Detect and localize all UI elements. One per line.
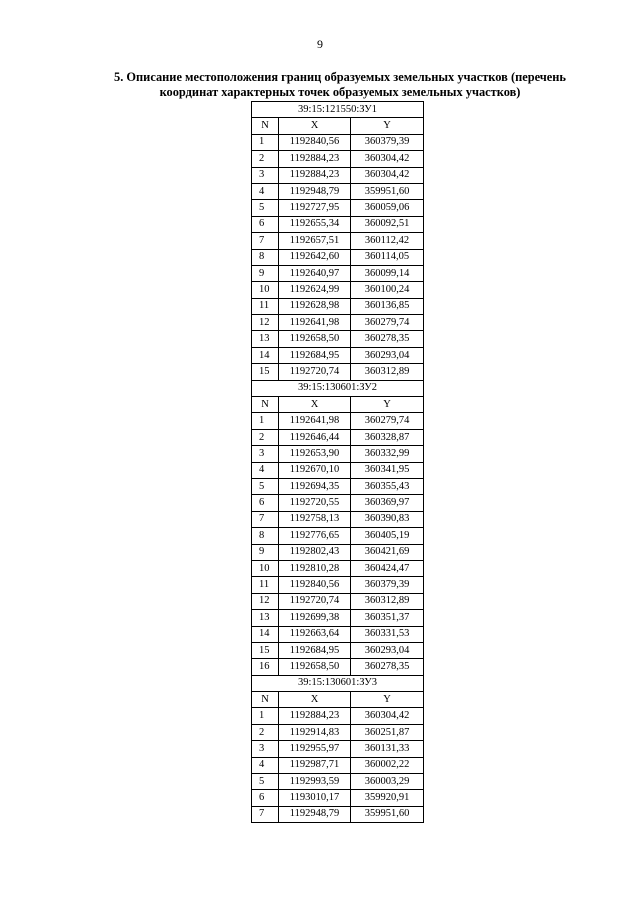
- point-x-coordinate: 1192758,13: [279, 511, 351, 527]
- table-row: [252, 167, 424, 183]
- point-x-coordinate: 1192884,23: [279, 167, 351, 183]
- point-y-coordinate: 360293,04: [351, 642, 424, 658]
- point-number: 1: [252, 708, 279, 724]
- column-header-y: Y: [351, 118, 424, 134]
- point-y-coordinate: 359920,91: [351, 790, 424, 806]
- point-x-coordinate: 1192655,34: [279, 216, 351, 232]
- table-row: [252, 724, 424, 740]
- point-number: 2: [252, 724, 279, 740]
- table-row: [252, 200, 424, 216]
- table-row: [252, 446, 424, 462]
- point-y-coordinate: 360390,83: [351, 511, 424, 527]
- column-header-x: X: [279, 692, 351, 708]
- point-x-coordinate: 1192640,97: [279, 265, 351, 281]
- table-row: [252, 642, 424, 658]
- point-x-coordinate: 1192653,90: [279, 446, 351, 462]
- point-x-coordinate: 1192948,79: [279, 183, 351, 199]
- point-x-coordinate: 1192646,44: [279, 429, 351, 445]
- point-number: 15: [252, 364, 279, 380]
- table-row: [252, 315, 424, 331]
- point-number: 4: [252, 462, 279, 478]
- table-row: [252, 347, 424, 363]
- table-row: [252, 282, 424, 298]
- point-y-coordinate: 360279,74: [351, 413, 424, 429]
- table-row: [252, 331, 424, 347]
- point-y-coordinate: 360312,89: [351, 593, 424, 609]
- point-y-coordinate: 360304,42: [351, 167, 424, 183]
- point-y-coordinate: 360278,35: [351, 331, 424, 347]
- point-x-coordinate: 1192987,71: [279, 757, 351, 773]
- point-x-coordinate: 1192720,74: [279, 364, 351, 380]
- point-number: 5: [252, 200, 279, 216]
- point-number: 12: [252, 593, 279, 609]
- column-header-n: N: [252, 692, 279, 708]
- point-x-coordinate: 1192914,83: [279, 724, 351, 740]
- point-x-coordinate: 1193010,17: [279, 790, 351, 806]
- point-x-coordinate: 1192642,60: [279, 249, 351, 265]
- point-x-coordinate: 1192684,95: [279, 347, 351, 363]
- point-x-coordinate: 1192658,50: [279, 331, 351, 347]
- point-number: 7: [252, 806, 279, 822]
- point-number: 13: [252, 331, 279, 347]
- point-y-coordinate: 360278,35: [351, 659, 424, 675]
- point-number: 6: [252, 790, 279, 806]
- point-y-coordinate: 359951,60: [351, 806, 424, 822]
- point-number: 7: [252, 511, 279, 527]
- table-row: [252, 659, 424, 675]
- table-row: [252, 216, 424, 232]
- point-x-coordinate: 1192658,50: [279, 659, 351, 675]
- point-y-coordinate: 360114,05: [351, 249, 424, 265]
- point-number: 5: [252, 774, 279, 790]
- parcel-cadastre-number: 39:15:121550:ЗУ1: [252, 102, 424, 118]
- point-number: 14: [252, 626, 279, 642]
- column-header-row: [252, 397, 424, 413]
- point-y-coordinate: 360332,99: [351, 446, 424, 462]
- point-x-coordinate: 1192810,28: [279, 560, 351, 576]
- point-x-coordinate: 1192624,99: [279, 282, 351, 298]
- point-y-coordinate: 360331,53: [351, 626, 424, 642]
- point-x-coordinate: 1192694,35: [279, 478, 351, 494]
- point-number: 13: [252, 610, 279, 626]
- point-y-coordinate: 360100,24: [351, 282, 424, 298]
- point-y-coordinate: 360251,87: [351, 724, 424, 740]
- point-y-coordinate: 360341,95: [351, 462, 424, 478]
- point-number: 7: [252, 233, 279, 249]
- table-row: [252, 413, 424, 429]
- point-y-coordinate: 360379,39: [351, 577, 424, 593]
- point-number: 2: [252, 429, 279, 445]
- point-x-coordinate: 1192955,97: [279, 741, 351, 757]
- table-row: [252, 610, 424, 626]
- point-number: 3: [252, 446, 279, 462]
- column-header-y: Y: [351, 397, 424, 413]
- point-y-coordinate: 360092,51: [351, 216, 424, 232]
- point-y-coordinate: 360099,14: [351, 265, 424, 281]
- point-x-coordinate: 1192699,38: [279, 610, 351, 626]
- point-y-coordinate: 360002,22: [351, 757, 424, 773]
- point-y-coordinate: 360355,43: [351, 478, 424, 494]
- point-x-coordinate: 1192684,95: [279, 642, 351, 658]
- parcel-title-row: [252, 380, 424, 396]
- parcel-cadastre-number: 39:15:130601:ЗУ2: [252, 380, 424, 396]
- table-row: [252, 478, 424, 494]
- point-y-coordinate: 360112,42: [351, 233, 424, 249]
- section-heading-line-2: координат характерных точек образуемых земельных участков): [159, 85, 521, 99]
- point-number: 8: [252, 249, 279, 265]
- point-x-coordinate: 1192802,43: [279, 544, 351, 560]
- point-y-coordinate: 360059,06: [351, 200, 424, 216]
- point-number: 4: [252, 183, 279, 199]
- point-number: 2: [252, 151, 279, 167]
- table-row: [252, 364, 424, 380]
- point-y-coordinate: 360293,04: [351, 347, 424, 363]
- table-row: [252, 134, 424, 150]
- section-heading: [70, 70, 610, 100]
- parcel-cadastre-number: 39:15:130601:ЗУ3: [252, 675, 424, 691]
- column-header-n: N: [252, 397, 279, 413]
- point-y-coordinate: 360328,87: [351, 429, 424, 445]
- table-row: [252, 757, 424, 773]
- point-x-coordinate: 1192948,79: [279, 806, 351, 822]
- table-row: [252, 298, 424, 314]
- table-row: [252, 462, 424, 478]
- point-y-coordinate: 360279,74: [351, 315, 424, 331]
- point-number: 12: [252, 315, 279, 331]
- column-header-x: X: [279, 397, 351, 413]
- table-row: [252, 528, 424, 544]
- point-y-coordinate: 360131,33: [351, 741, 424, 757]
- table-row: [252, 511, 424, 527]
- section-heading-line-1: 5. Описание местоположения границ образуемых земельных участков (перечень: [114, 70, 566, 84]
- point-x-coordinate: 1192641,98: [279, 315, 351, 331]
- coordinates-table-body: [252, 102, 424, 823]
- point-number: 3: [252, 741, 279, 757]
- point-x-coordinate: 1192641,98: [279, 413, 351, 429]
- table-row: [252, 249, 424, 265]
- point-number: 11: [252, 298, 279, 314]
- point-x-coordinate: 1192663,64: [279, 626, 351, 642]
- table-row: [252, 495, 424, 511]
- column-header-row: [252, 692, 424, 708]
- point-number: 16: [252, 659, 279, 675]
- coordinates-table: [251, 101, 424, 823]
- point-y-coordinate: 359951,60: [351, 183, 424, 199]
- point-y-coordinate: 360405,19: [351, 528, 424, 544]
- point-x-coordinate: 1192884,23: [279, 151, 351, 167]
- point-number: 6: [252, 495, 279, 511]
- point-x-coordinate: 1192840,56: [279, 577, 351, 593]
- table-row: [252, 577, 424, 593]
- point-y-coordinate: 360369,97: [351, 495, 424, 511]
- point-y-coordinate: 360304,42: [351, 708, 424, 724]
- point-number: 10: [252, 282, 279, 298]
- point-number: 4: [252, 757, 279, 773]
- point-y-coordinate: 360304,42: [351, 151, 424, 167]
- point-x-coordinate: 1192727,95: [279, 200, 351, 216]
- point-x-coordinate: 1192840,56: [279, 134, 351, 150]
- point-y-coordinate: 360136,85: [351, 298, 424, 314]
- point-number: 6: [252, 216, 279, 232]
- table-row: [252, 741, 424, 757]
- table-row: [252, 233, 424, 249]
- point-y-coordinate: 360424,47: [351, 560, 424, 576]
- point-number: 10: [252, 560, 279, 576]
- point-x-coordinate: 1192720,55: [279, 495, 351, 511]
- table-row: [252, 560, 424, 576]
- parcel-title-row: [252, 102, 424, 118]
- column-header-y: Y: [351, 692, 424, 708]
- table-row: [252, 790, 424, 806]
- table-row: [252, 806, 424, 822]
- table-row: [252, 708, 424, 724]
- table-row: [252, 265, 424, 281]
- point-number: 3: [252, 167, 279, 183]
- point-number: 1: [252, 134, 279, 150]
- point-number: 5: [252, 478, 279, 494]
- point-x-coordinate: 1192720,74: [279, 593, 351, 609]
- table-row: [252, 151, 424, 167]
- point-y-coordinate: 360379,39: [351, 134, 424, 150]
- table-row: [252, 626, 424, 642]
- point-x-coordinate: 1192993,59: [279, 774, 351, 790]
- table-row: [252, 183, 424, 199]
- point-number: 1: [252, 413, 279, 429]
- table-row: [252, 544, 424, 560]
- point-y-coordinate: 360351,37: [351, 610, 424, 626]
- table-row: [252, 774, 424, 790]
- point-y-coordinate: 360421,69: [351, 544, 424, 560]
- point-number: 8: [252, 528, 279, 544]
- table-row: [252, 429, 424, 445]
- point-y-coordinate: 360312,89: [351, 364, 424, 380]
- column-header-n: N: [252, 118, 279, 134]
- point-number: 14: [252, 347, 279, 363]
- point-x-coordinate: 1192657,51: [279, 233, 351, 249]
- point-x-coordinate: 1192884,23: [279, 708, 351, 724]
- point-x-coordinate: 1192776,65: [279, 528, 351, 544]
- point-y-coordinate: 360003,29: [351, 774, 424, 790]
- point-x-coordinate: 1192628,98: [279, 298, 351, 314]
- column-header-x: X: [279, 118, 351, 134]
- point-number: 11: [252, 577, 279, 593]
- point-x-coordinate: 1192670,10: [279, 462, 351, 478]
- page-number: 9: [317, 37, 323, 51]
- parcel-title-row: [252, 675, 424, 691]
- point-number: 9: [252, 265, 279, 281]
- point-number: 9: [252, 544, 279, 560]
- point-number: 15: [252, 642, 279, 658]
- table-row: [252, 593, 424, 609]
- column-header-row: [252, 118, 424, 134]
